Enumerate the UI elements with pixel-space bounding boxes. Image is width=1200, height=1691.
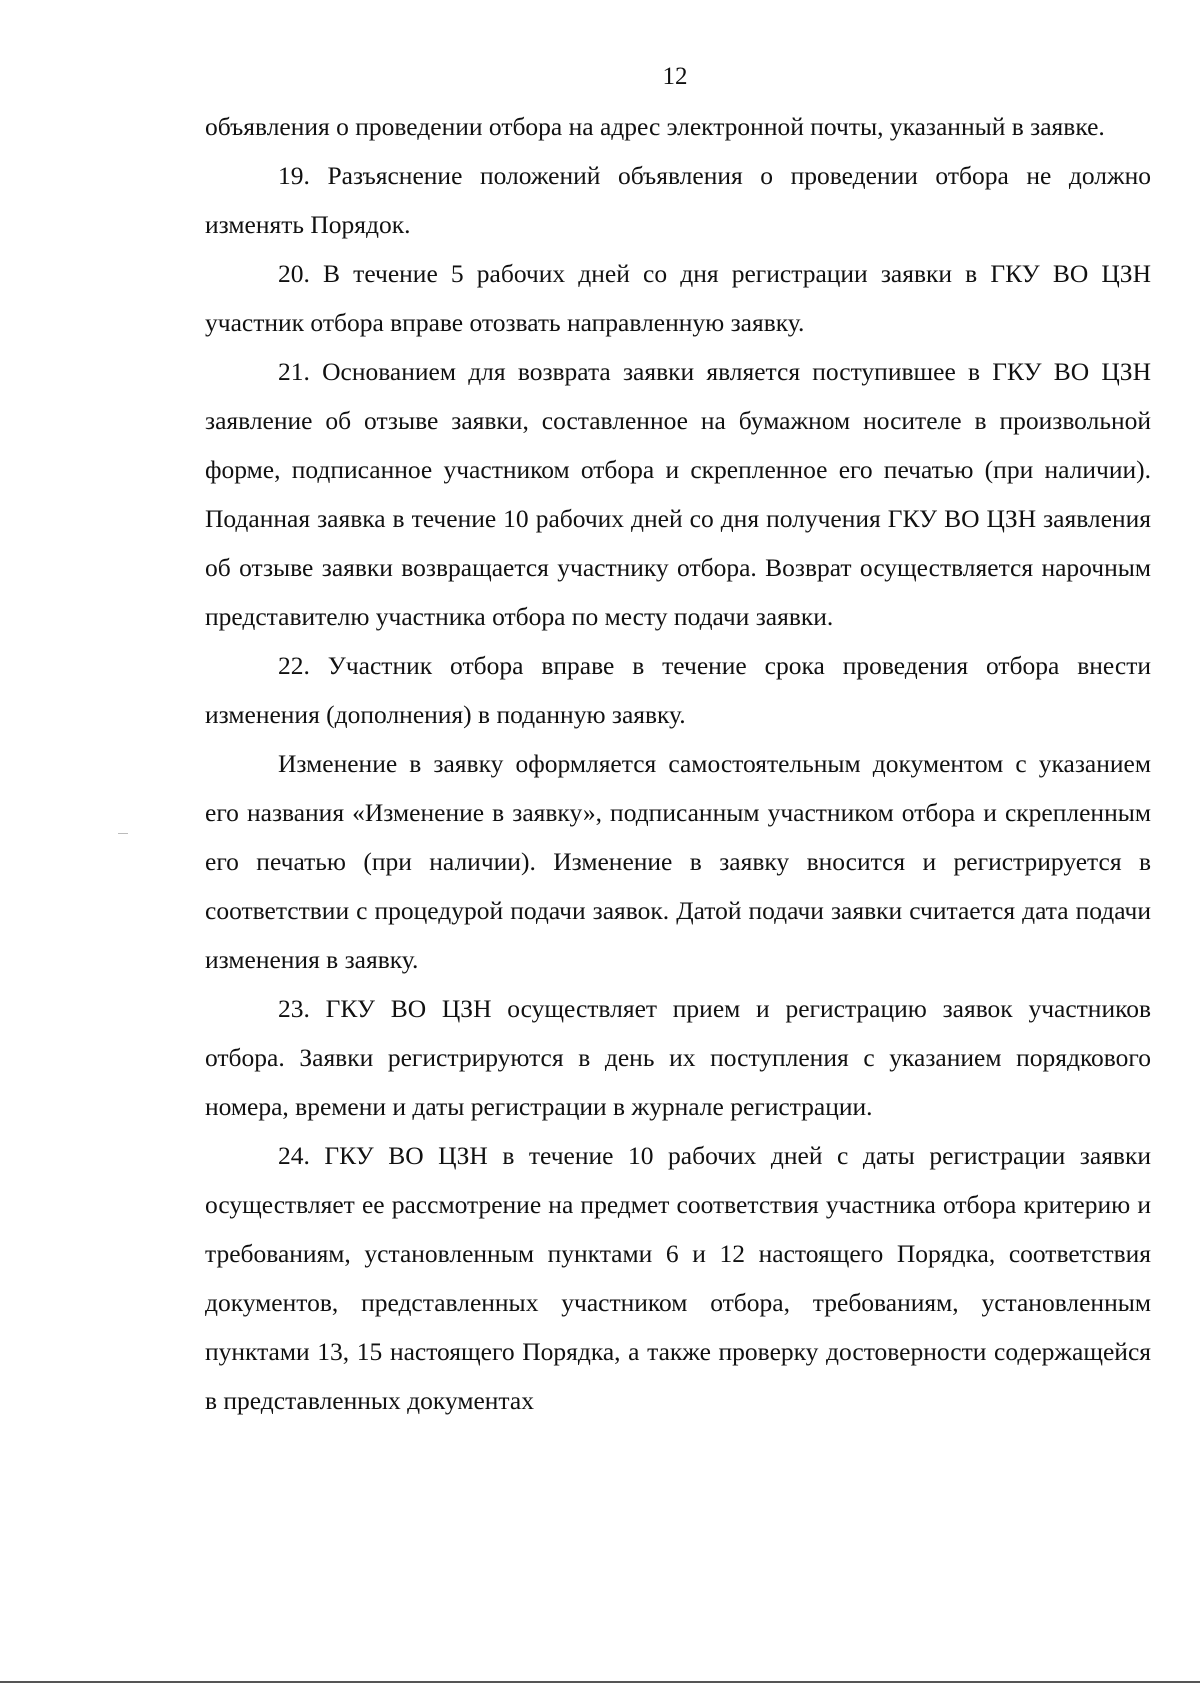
paragraph-24: 24. ГКУ ВО ЦЗН в течение 10 рабочих дней с даты регистрации заявки осуществляет ее рассмотрение на предмет соответствия участника отбора критерию и требованиям, установленным пунктами 6 и 12 настоящего Порядка, соответствия документов, представленных участником отбора, требованиям, установленным пунктами 13, 15 настоящего Порядка, а также проверку достоверности содержащейся в представленных документах: [205, 1141, 1151, 1415]
document-body: [205, 102, 1151, 1425]
paragraph-20: 20. В течение 5 рабочих дней со дня регистрации заявки в ГКУ ВО ЦЗН участник отбора вправе отозвать направленную заявку.: [205, 259, 1151, 337]
page-number: 12: [662, 63, 688, 90]
paragraph-22-amendment: Изменение в заявку оформляется самостоятельным документом с указанием его названия «Изменение в заявку», подписанным участником отбора и скрепленным его печатью (при наличии). Изменение в заявку вносится и регистрируется в соответствии с процедурой подачи заявок. Датой подачи заявки считается дата подачи изменения в заявку.: [205, 749, 1151, 974]
paragraph-22: 22. Участник отбора вправе в течение срока проведения отбора внести изменения (дополнения) в поданную заявку.: [205, 651, 1151, 729]
margin-mark: [118, 833, 128, 834]
paragraph-19: 19. Разъяснение положений объявления о проведении отбора не должно изменять Порядок.: [205, 161, 1151, 239]
paragraph-23: 23. ГКУ ВО ЦЗН осуществляет прием и регистрацию заявок участников отбора. Заявки регистрируются в день их поступления с указанием порядкового номера, времени и даты регистрации в журнале регистрации.: [205, 994, 1151, 1121]
scan-edge-line: [0, 1681, 1200, 1683]
paragraph-continuation: объявления о проведении отбора на адрес электронной почты, указанный в заявке.: [205, 112, 1105, 141]
paragraph-21: 21. Основанием для возврата заявки является поступившее в ГКУ ВО ЦЗН заявление об отзыве заявки, составленное на бумажном носителе в произвольной форме, подписанное участником отбора и скрепленное его печатью (при наличии). Поданная заявка в течение 10 рабочих дней со дня получения ГКУ ВО ЦЗН заявления об отзыве заявки возвращается участнику отбора. Возврат осуществляется нарочным представителю участника отбора по месту подачи заявки.: [205, 357, 1151, 631]
